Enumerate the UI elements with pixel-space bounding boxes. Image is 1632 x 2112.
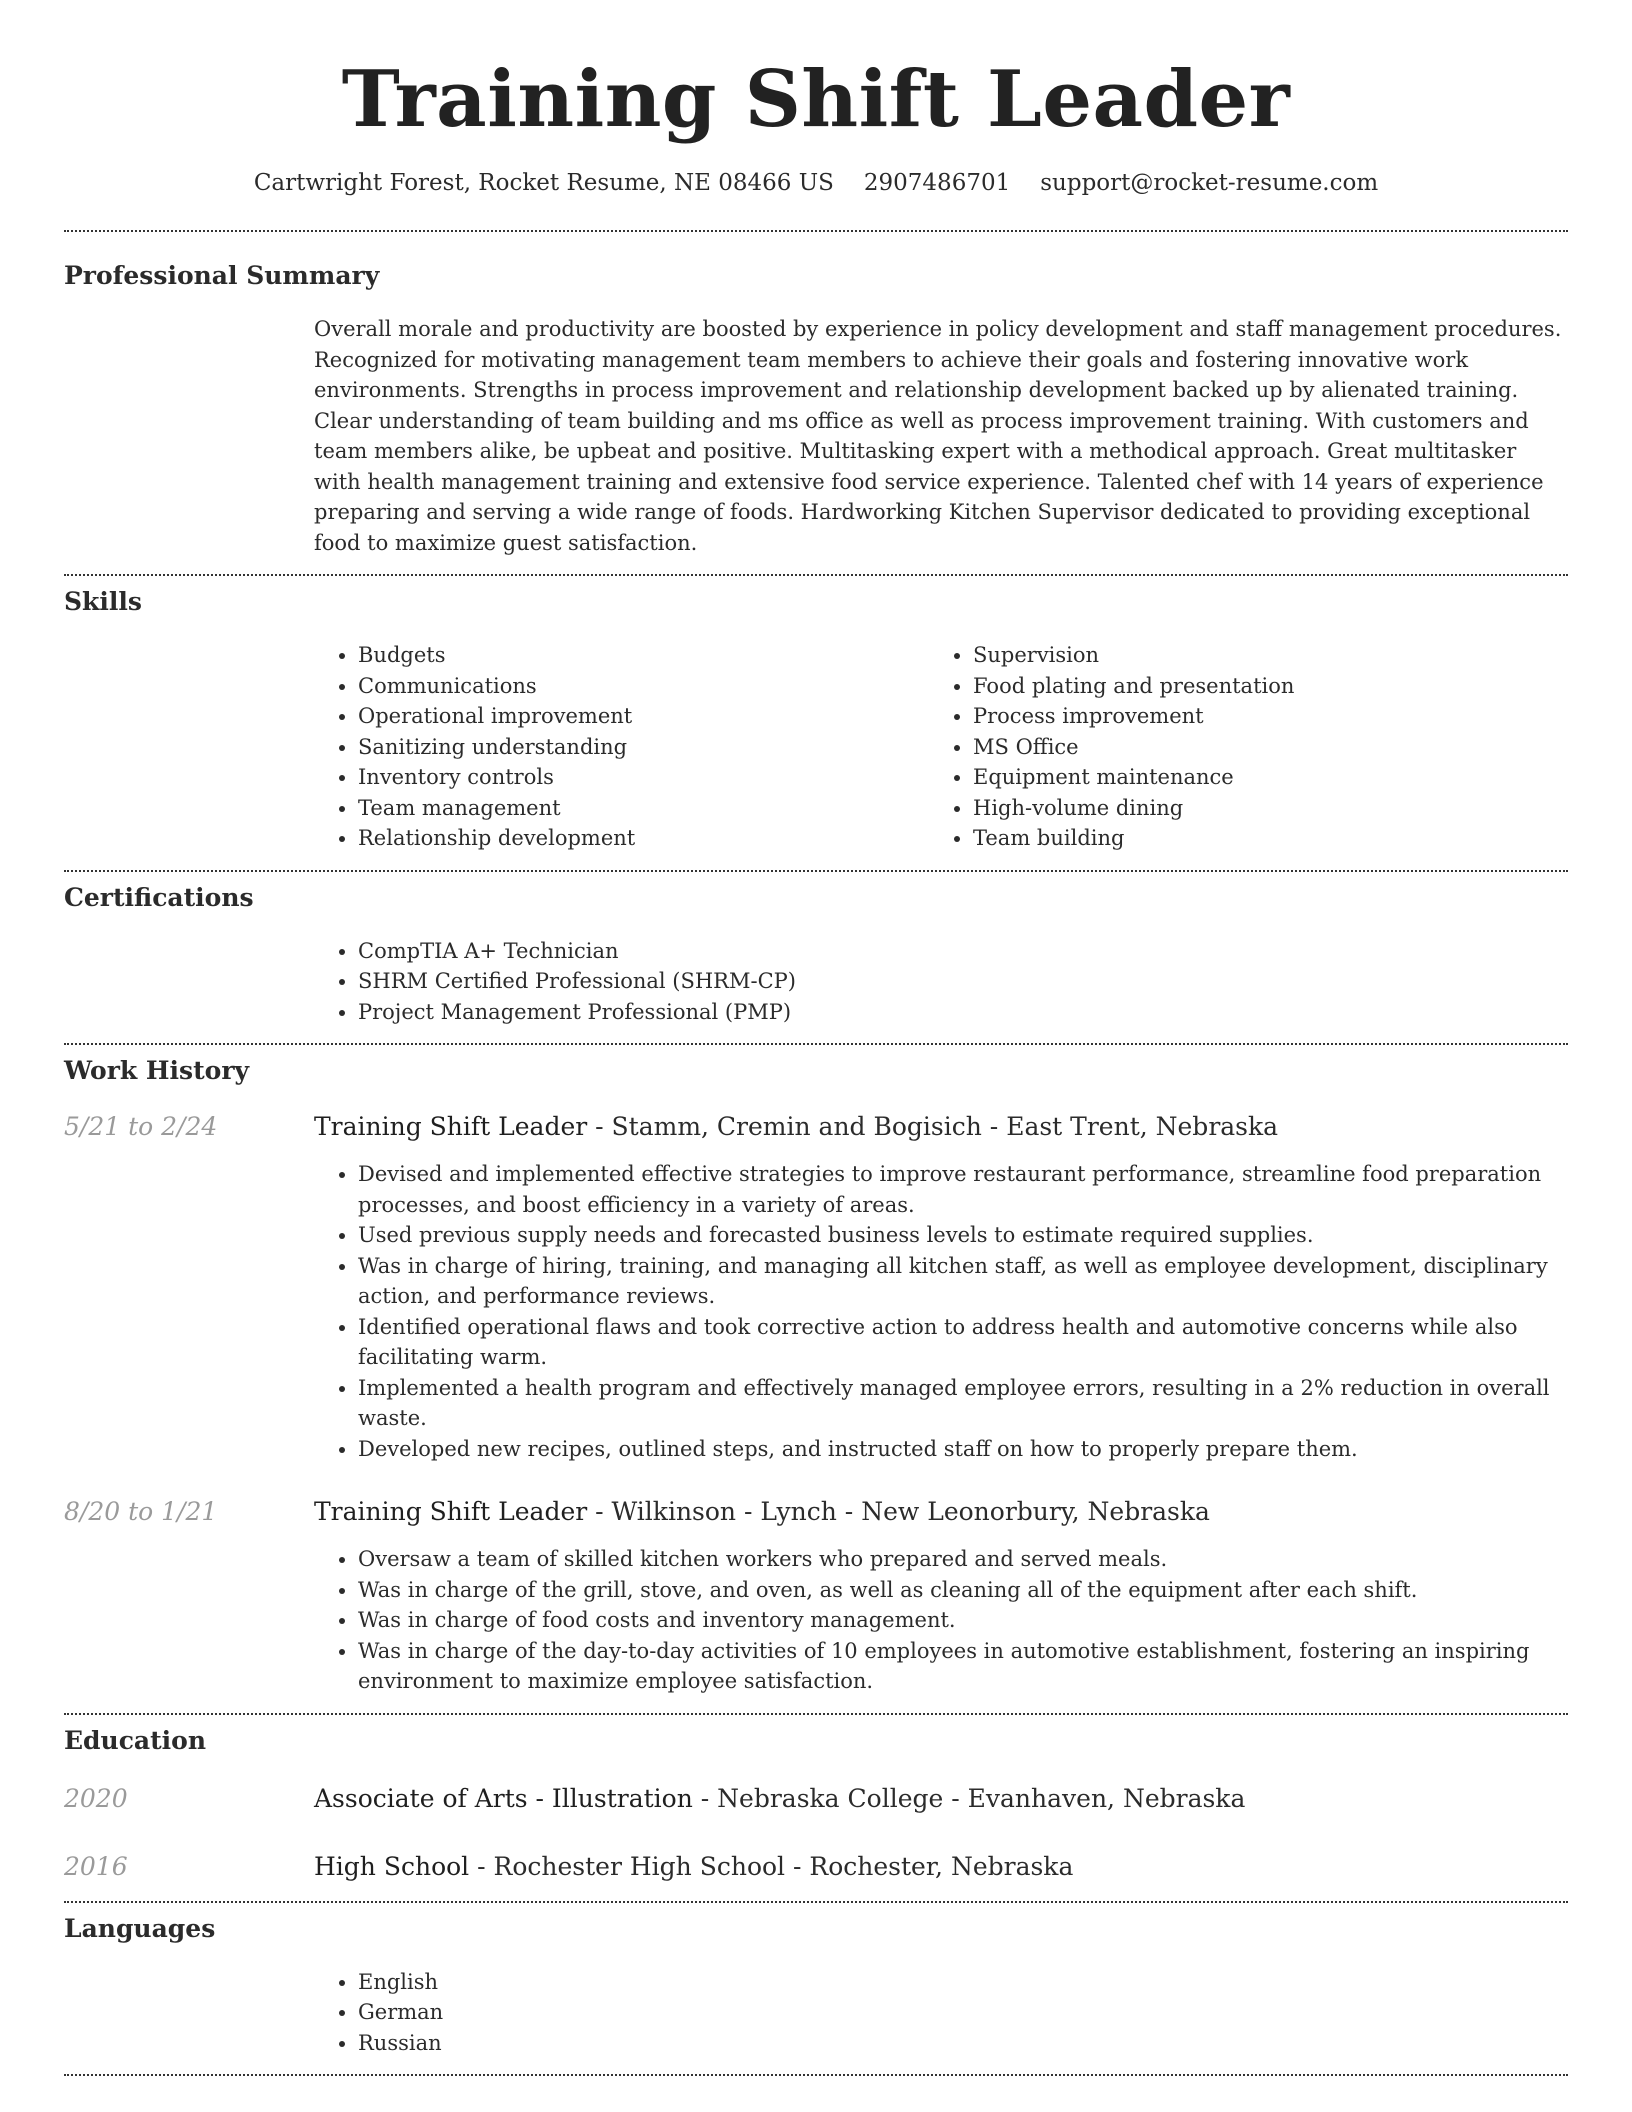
separator: - bbox=[981, 1112, 1007, 1141]
language-item: • Russian bbox=[358, 2028, 1568, 2059]
divider bbox=[64, 870, 1568, 872]
divider bbox=[64, 574, 1568, 576]
skill-item: • Communications bbox=[358, 671, 929, 702]
education-entry bbox=[64, 1851, 1568, 1883]
education-degree: High School bbox=[314, 1851, 470, 1881]
skill-item: • Team building bbox=[973, 823, 1544, 854]
education-degree: Associate of Arts - Illustration bbox=[314, 1783, 693, 1813]
separator: - bbox=[836, 1497, 862, 1526]
skill-item: • Process improvement bbox=[973, 701, 1544, 732]
section-title-skills: Skills bbox=[64, 587, 142, 616]
job-role: Training Shift Leader bbox=[314, 1112, 588, 1141]
separator: - bbox=[943, 1783, 968, 1813]
certification-item: • SHRM Certified Professional (SHRM-CP) bbox=[358, 966, 1568, 997]
certifications-section bbox=[64, 882, 1568, 1028]
job-entry bbox=[64, 1111, 1568, 1464]
language-item: • English bbox=[358, 1967, 1568, 1998]
certification-item: • CompTIA A+ Technician bbox=[358, 936, 1568, 967]
job-bullet: • Was in charge of the day-to-day activities of 10 employees in automotive establishment, fostering an inspiring environment to maximize employee satisfaction. bbox=[358, 1636, 1568, 1697]
education-location: Evanhaven, Nebraska bbox=[967, 1783, 1246, 1813]
education-location: Rochester, Nebraska bbox=[809, 1851, 1074, 1881]
summary-text: Overall morale and productivity are boosted by experience in policy development and staff management procedures. Recognized for motivating management team members to achieve their goals and fostering innovative work environments. Strengths in process improvement and relationship development backed up by alienated training. Clear understanding of team building and ms office as well as process improvement training. With customers and team members alike, be upbeat and positive. Multitasking expert with a methodical approach. Great multitasker with health management training and extensive food service experience. Talented chef with 14 years of experience preparing and serving a wide range of foods. Hardworking Kitchen Supervisor dedicated to providing exceptional food to maximize guest satisfaction. bbox=[314, 317, 1562, 555]
summary-section bbox=[64, 260, 1568, 558]
job-heading bbox=[314, 1496, 1210, 1528]
section-title-education: Education bbox=[64, 1725, 207, 1755]
job-company: Stamm, Cremin and Bogisich bbox=[611, 1112, 982, 1141]
job-location: New Leonorbury, Nebraska bbox=[861, 1497, 1210, 1526]
education-year: 2016 bbox=[64, 1851, 128, 1881]
job-company: Wilkinson - Lynch bbox=[611, 1497, 837, 1526]
separator: - bbox=[469, 1851, 494, 1881]
job-bullet: • Identified operational flaws and took corrective action to address health and automotive concerns while also facilitating warm. bbox=[358, 1312, 1568, 1373]
contact-email: support@rocket-resume.com bbox=[1040, 170, 1379, 196]
divider bbox=[64, 2074, 1568, 2076]
divider bbox=[64, 1713, 1568, 1715]
job-role: Training Shift Leader bbox=[314, 1497, 588, 1526]
divider bbox=[64, 230, 1568, 232]
education-heading bbox=[314, 1851, 1073, 1883]
skills-section bbox=[64, 586, 1568, 854]
separator: - bbox=[692, 1783, 718, 1813]
skill-item: • Relationship development bbox=[358, 823, 929, 854]
candidate-name: Training Shift Leader bbox=[341, 54, 1291, 145]
separator: - bbox=[587, 1497, 612, 1526]
language-item: • German bbox=[358, 1997, 1568, 2028]
skill-item: • Team management bbox=[358, 793, 929, 824]
section-title-certifications: Certifications bbox=[64, 882, 254, 912]
skill-item: • Sanitizing understanding bbox=[358, 732, 929, 763]
job-location: East Trent, Nebraska bbox=[1006, 1112, 1279, 1141]
contact-address: Cartwright Forest, Rocket Resume, NE 08466 US bbox=[253, 170, 834, 196]
skill-item: • Supervision bbox=[973, 640, 1544, 671]
skill-item: • High-volume dining bbox=[973, 793, 1544, 824]
section-title-languages: Languages bbox=[64, 1913, 216, 1943]
section-title-summary: Professional Summary bbox=[64, 261, 380, 290]
education-school: Nebraska College bbox=[717, 1783, 944, 1813]
job-bullet: • Devised and implemented effective strategies to improve restaurant performance, streamline food preparation processes, and boost efficiency in a variety of areas. bbox=[358, 1159, 1568, 1220]
job-dates: 8/20 to 1/21 bbox=[64, 1497, 218, 1526]
skill-item: • Operational improvement bbox=[358, 701, 929, 732]
skill-item: • Food plating and presentation bbox=[973, 671, 1544, 702]
job-bullet: • Was in charge of the grill, stove, and oven, as well as cleaning all of the equipment after each shift. bbox=[358, 1575, 1568, 1606]
skill-item: • MS Office bbox=[973, 732, 1544, 763]
skill-item: • Equipment maintenance bbox=[973, 762, 1544, 793]
skills-column-right bbox=[929, 640, 1544, 854]
skills-column-left bbox=[314, 640, 929, 854]
separator: - bbox=[587, 1112, 612, 1141]
job-bullet: • Implemented a health program and effectively managed employee errors, resulting in a 2% reduction in overall waste. bbox=[358, 1373, 1568, 1434]
contact-line bbox=[64, 168, 1568, 198]
job-bullet: • Oversaw a team of skilled kitchen workers who prepared and served meals. bbox=[358, 1544, 1568, 1575]
certification-item: • Project Management Professional (PMP) bbox=[358, 997, 1568, 1028]
languages-section bbox=[64, 1913, 1568, 2059]
job-heading bbox=[314, 1111, 1278, 1143]
skill-item: • Inventory controls bbox=[358, 762, 929, 793]
job-bullet: • Developed new recipes, outlined steps, and instructed staff on how to properly prepare them. bbox=[358, 1434, 1568, 1465]
education-school: Rochester High School bbox=[493, 1851, 786, 1881]
education-entry bbox=[64, 1783, 1568, 1815]
job-entry bbox=[64, 1496, 1568, 1697]
job-bullet: • Was in charge of food costs and inventory management. bbox=[358, 1605, 1568, 1636]
divider bbox=[64, 1043, 1568, 1045]
work-history-section bbox=[64, 1055, 1568, 1697]
job-dates: 5/21 to 2/24 bbox=[64, 1112, 218, 1141]
separator: - bbox=[785, 1851, 810, 1881]
education-heading bbox=[314, 1783, 1245, 1815]
contact-phone: 2907486701 bbox=[863, 170, 1011, 196]
section-title-work-history: Work History bbox=[64, 1056, 250, 1085]
education-year: 2020 bbox=[64, 1783, 128, 1813]
education-section bbox=[64, 1725, 1568, 1883]
job-bullet: • Used previous supply needs and forecasted business levels to estimate required supplies. bbox=[358, 1220, 1568, 1251]
skill-item: • Budgets bbox=[358, 640, 929, 671]
divider bbox=[64, 1901, 1568, 1903]
job-bullet: • Was in charge of hiring, training, and managing all kitchen staff, as well as employee development, disciplinary action, and performance reviews. bbox=[358, 1251, 1568, 1312]
